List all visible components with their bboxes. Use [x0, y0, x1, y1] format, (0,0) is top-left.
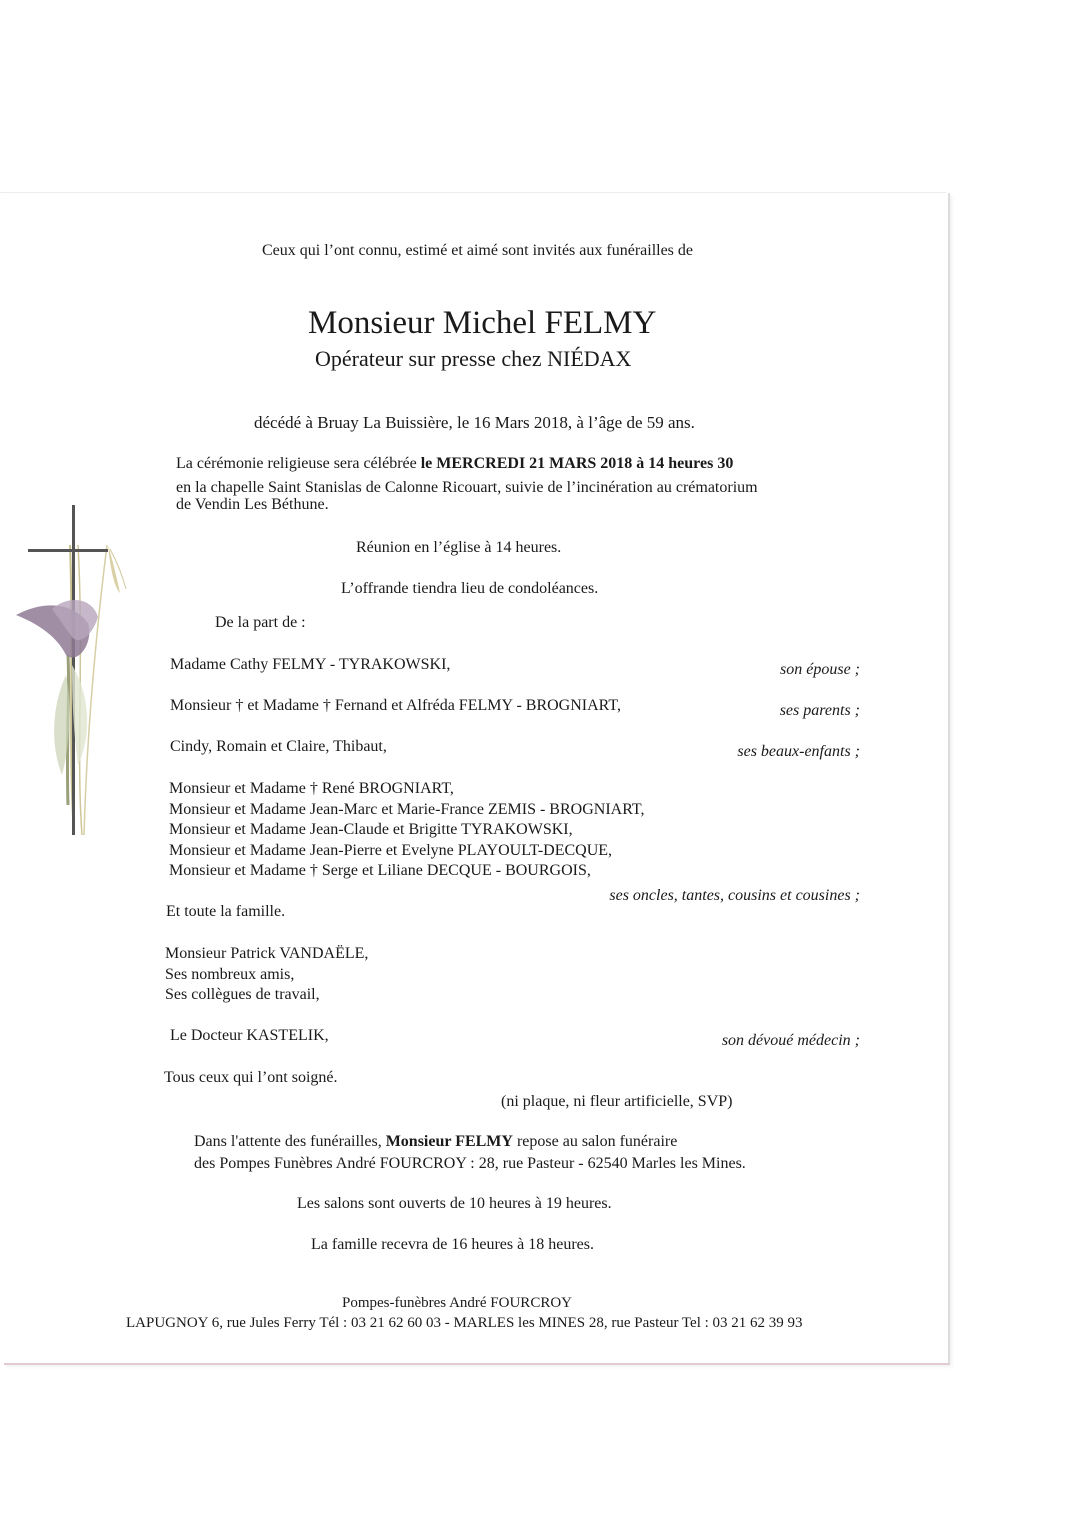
family-member-parents: Monsieur † et Madame † Fernand et Alfréda FELMY - BROGNIART,	[170, 697, 621, 714]
occupation: Opérateur sur presse chez NIÉDAX	[315, 346, 632, 371]
relation-wife: son épouse ;	[780, 661, 860, 678]
intro-text: Ceux qui l’ont connu, estimé et aimé sont invités aux funérailles de	[262, 242, 694, 259]
wheat-stem	[84, 545, 107, 835]
footer-address: LAPUGNOY 6, rue Jules Ferry Tél : 03 21 62 60 03 - MARLES les MINES 28, rue Pasteur Tel : 03 21 62 39 93	[126, 1315, 803, 1331]
salon-line-1	[194, 1132, 677, 1152]
deceased-name: Monsieur Michel FELMY	[308, 305, 657, 341]
relation-stepchildren: ses beaux-enfants ;	[737, 743, 860, 760]
salon-hours: Les salons sont ouverts de 10 heures à 19 heures.	[297, 1195, 612, 1212]
salon-text-end: repose au salon funéraire	[512, 1133, 678, 1150]
ceremony-date: le MERCREDI 21 MARS 2018 à 14 heures 30	[420, 455, 734, 472]
doctor-name: Le Docteur KASTELIK,	[170, 1027, 329, 1044]
cross-horizontal	[28, 549, 108, 552]
friend-1: Monsieur Patrick VANDAËLE,	[165, 945, 369, 962]
relation-parents: ses parents ;	[779, 702, 860, 719]
offering-text: L’offrande tiendra lieu de condoléances.	[341, 580, 599, 597]
ceremony-line-1	[176, 454, 733, 474]
family-member-stepchildren: Cindy, Romain et Claire, Thibaut,	[170, 738, 387, 755]
uncle-4: Monsieur et Madame Jean-Pierre et Evelyne PLAYOULT-DECQUE,	[169, 842, 613, 859]
family-member-wife: Madame Cathy FELMY - TYRAKOWSKI,	[170, 656, 451, 673]
wheat-ear	[108, 545, 120, 593]
salon-name-bold: Monsieur FELMY	[385, 1133, 513, 1150]
friend-2: Ses nombreux amis,	[165, 966, 295, 983]
obituary-sheet	[4, 193, 950, 1365]
friend-3: Ses collègues de travail,	[165, 986, 320, 1003]
uncle-5: Monsieur et Madame † Serge et Liliane DECQUE - BOURGOIS,	[169, 862, 591, 879]
from-label: De la part de :	[215, 614, 306, 631]
no-flowers-note: (ni plaque, ni fleur artificielle, SVP)	[501, 1093, 733, 1110]
ceremony-text: La cérémonie religieuse sera célébrée	[176, 455, 421, 472]
uncle-2: Monsieur et Madame Jean-Marc et Marie-France ZEMIS - BROGNIART,	[169, 801, 645, 818]
salon-text: Dans l'attente des funérailles,	[194, 1133, 386, 1150]
uncle-1: Monsieur et Madame † René BROGNIART,	[169, 780, 454, 797]
whole-family: Et toute la famille.	[166, 903, 286, 920]
reunion-text: Réunion en l’église à 14 heures.	[356, 539, 562, 556]
caregivers: Tous ceux qui l’ont soigné.	[164, 1069, 338, 1086]
cross-lily-illustration	[12, 505, 132, 845]
footer-company: Pompes-funèbres André FOURCROY	[342, 1295, 572, 1311]
salon-line-2: des Pompes Funèbres André FOURCROY : 28, rue Pasteur - 62540 Marles les Mines.	[194, 1155, 746, 1172]
death-details: décédé à Bruay La Buissière, le 16 Mars 2018, à l’âge de 59 ans.	[254, 413, 695, 432]
family-reception: La famille recevra de 16 heures à 18 heures.	[311, 1236, 594, 1253]
ceremony-line-2: en la chapelle Saint Stanislas de Calonne Ricouart, suivie de l’incinération au crématorium	[176, 479, 758, 496]
relation-doctor: son dévoué médecin ;	[721, 1032, 860, 1049]
relation-uncles: ses oncles, tantes, cousins et cousines ;	[609, 887, 860, 904]
uncle-3: Monsieur et Madame Jean-Claude et Brigitte TYRAKOWSKI,	[169, 821, 573, 838]
ceremony-line-3: de Vendin Les Béthune.	[176, 496, 329, 513]
